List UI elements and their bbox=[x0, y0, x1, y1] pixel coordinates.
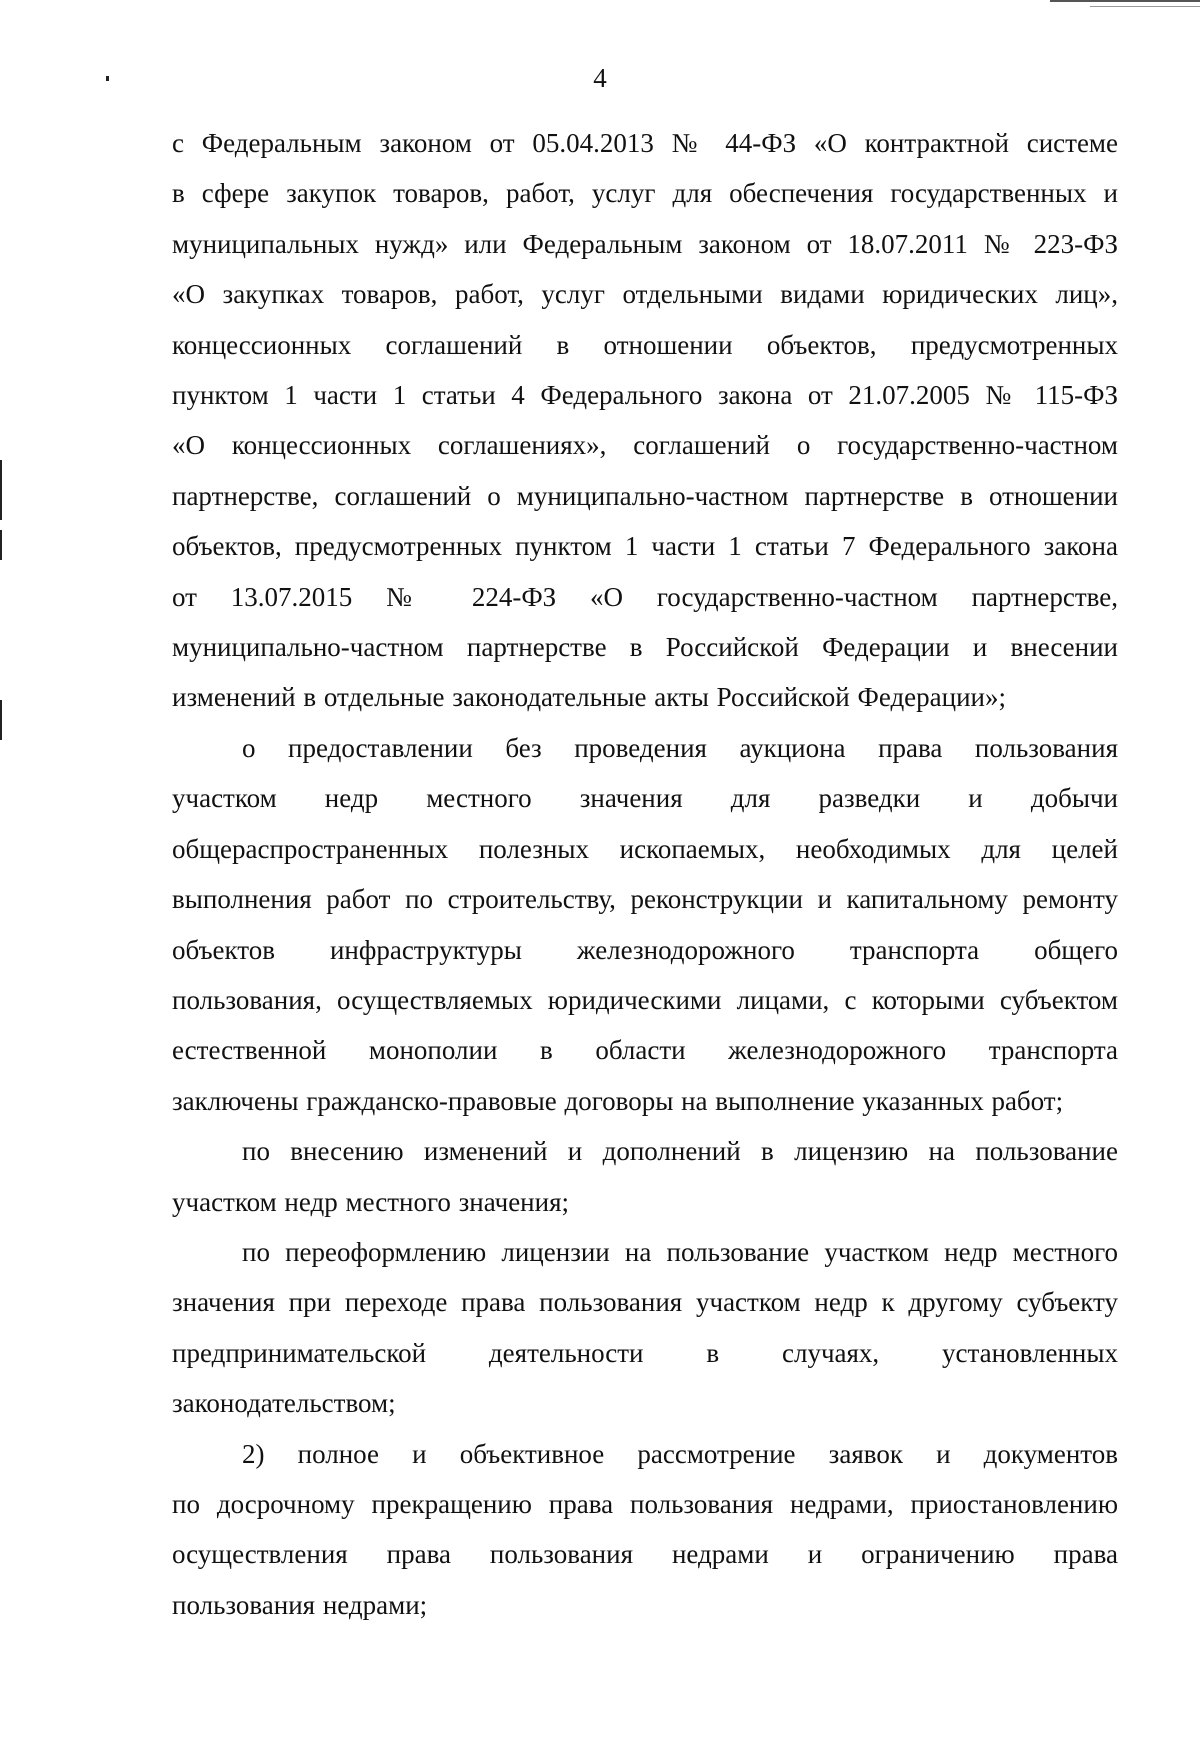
text-line: объектов инфраструктуры железнодорожного транспорта общего bbox=[172, 934, 1118, 965]
text-line: партнерстве, соглашений о муниципально-частном партнерстве в отношении bbox=[172, 480, 1118, 511]
text-line: концессионных соглашений в отношении объектов, предусмотренных bbox=[172, 329, 1118, 360]
paragraph bbox=[172, 1126, 1118, 1227]
text-line: пунктом 1 части 1 статьи 4 Федерального закона от 21.07.2005 № 115-ФЗ bbox=[172, 380, 1118, 411]
text-line: законодательством; bbox=[172, 1388, 396, 1419]
document-body bbox=[172, 118, 1118, 1630]
text-line: муниципально-частном партнерстве в Российской Федерации и внесении bbox=[172, 632, 1118, 663]
text-line: о предоставлении без проведения аукциона права пользования bbox=[242, 732, 1118, 763]
text-line: предпринимательской деятельности в случаях, установленных bbox=[172, 1337, 1118, 1368]
text-line: общераспространенных полезных ископаемых, необходимых для целей bbox=[172, 833, 1118, 864]
scan-top-rule bbox=[1090, 6, 1200, 7]
text-line: изменений в отдельные законодательные акты Российской Федерации»; bbox=[172, 682, 1006, 713]
text-line: участком недр местного значения для разведки и добычи bbox=[172, 783, 1118, 814]
text-line: заключены гражданско-правовые договоры на выполнение указанных работ; bbox=[172, 1085, 1064, 1116]
text-line: пользования недрами; bbox=[172, 1589, 428, 1620]
scan-edge-mark bbox=[0, 700, 2, 740]
text-line: от 13.07.2015 № 224-ФЗ «О государственно-частном партнерстве, bbox=[172, 581, 1118, 612]
text-line: объектов, предусмотренных пунктом 1 части 1 статьи 7 Федерального закона bbox=[172, 531, 1118, 562]
text-line: по переоформлению лицензии на пользование участком недр местного bbox=[242, 1236, 1118, 1267]
text-line: осуществления права пользования недрами и ограничению права bbox=[172, 1539, 1118, 1570]
text-line: с Федеральным законом от 05.04.2013 № 44-ФЗ «О контрактной системе bbox=[172, 128, 1118, 158]
paragraph bbox=[172, 1429, 1118, 1631]
text-line: участком недр местного значения; bbox=[172, 1186, 570, 1217]
text-line: в сфере закупок товаров, работ, услуг для обеспечения государственных и bbox=[172, 178, 1118, 209]
text-line: выполнения работ по строительству, реконструкции и капитальному ремонту bbox=[172, 884, 1118, 915]
paragraph bbox=[172, 118, 1118, 723]
text-line: «О концессионных соглашениях», соглашений о государственно-частном bbox=[172, 430, 1118, 461]
text-line: по внесению изменений и дополнений в лицензию на пользование bbox=[242, 1136, 1118, 1167]
paragraph bbox=[172, 723, 1118, 1126]
text-line: естественной монополии в области железнодорожного транспорта bbox=[172, 1035, 1118, 1066]
scan-edge-mark bbox=[0, 460, 2, 520]
text-line: «О закупках товаров, работ, услуг отдельными видами юридических лиц», bbox=[172, 279, 1118, 310]
page-number: 4 bbox=[593, 63, 607, 93]
paragraph bbox=[172, 1227, 1118, 1429]
text-line: 2) полное и объективное рассмотрение заявок и документов bbox=[242, 1438, 1118, 1469]
text-line: пользования, осуществляемых юридическими лицами, с которыми субъектом bbox=[172, 984, 1118, 1015]
text-line: муниципальных нужд» или Федеральным законом от 18.07.2011 № 223-ФЗ bbox=[172, 228, 1118, 259]
text-line: по досрочному прекращению права пользования недрами, приостановлению bbox=[172, 1488, 1118, 1519]
scan-top-rule bbox=[1050, 0, 1200, 2]
scan-edge-mark bbox=[0, 530, 2, 560]
text-line: значения при переходе права пользования участком недр к другому субъекту bbox=[172, 1287, 1118, 1318]
